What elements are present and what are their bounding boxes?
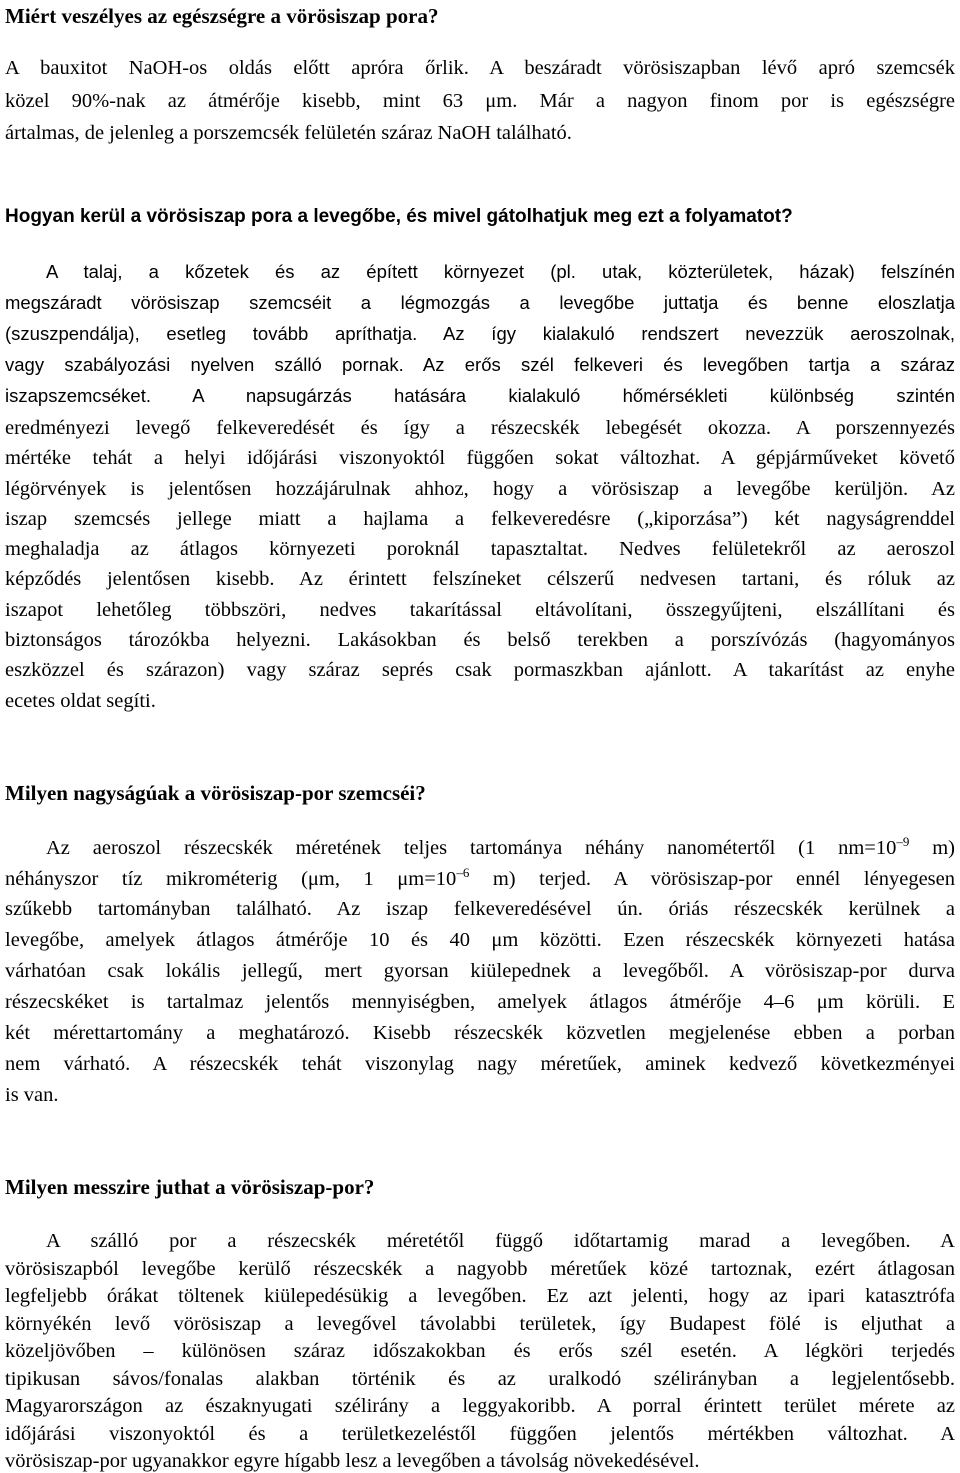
paragraph-line: közeljövőben – különösen száraz időszakokban és erős szél esetén. A légköri terjedés <box>5 1340 955 1362</box>
line-text: néhányszor tíz mikrométerig (μm, 1 μm=10 <box>5 868 457 890</box>
paragraph-line: időjárási viszonyoktól és a területkezeléstől függően jelentős mértékben változhat. A <box>5 1422 955 1445</box>
heading-dust-spread: Hogyan kerül a vörösiszap pora a levegőbe, és mivel gátolhatjuk meg ezt a folyamatot? <box>5 206 793 227</box>
paragraph-line: eszközzel és szárazon) vagy száraz seprés csak pormaszkban ajánlott. A takarítást az enyhe <box>5 659 955 681</box>
paragraph-line: ecetes oldat segíti. <box>5 690 156 712</box>
paragraph-line: Magyarországon az északnyugati szélirány a leggyakoribb. A porral érintett terület mérete az <box>5 1395 955 1417</box>
paragraph-line: A talaj, a kőzetek és az épített környezet (pl. utak, közterületek, házak) felszínén <box>46 261 955 282</box>
paragraph-line-with-superscript <box>46 835 955 861</box>
paragraph-line: vörösiszapból levegőbe kerülő részecskék a nagyobb méretűek közé tartoznak, ezért átlagosan <box>5 1257 955 1280</box>
paragraph-line: környékén levő vörösiszap a levegővel távolabbi területek, így Budapest fölé is eljuthat a <box>5 1312 955 1335</box>
paragraph-line: is van. <box>5 1084 59 1106</box>
heading-dust-distance: Milyen messzire juthat a vörösiszap-por? <box>5 1175 375 1199</box>
paragraph-line: ártalmas, de jelenleg a porszemcsék felületén száraz NaOH található. <box>5 122 572 144</box>
paragraph-line: várhatóan csak lokális jellegű, mert gyorsan kiülepednek a levegőből. A vörösiszap-por durva <box>5 960 955 982</box>
line-text: m) terjed. A vörösiszap-por ennél lényegesen <box>469 868 955 890</box>
paragraph-line: legfeljebb órákat töltenek kiülepedésükig a levegőben. Ez azt jelenti, hogy az ipari katasztrófa <box>5 1285 955 1307</box>
paragraph-line: iszapot lehetőleg többszöri, nedves takarítással eltávolítani, összegyűjteni, elszállítani és <box>5 599 955 621</box>
paragraph-line: levegőbe, amelyek átlagos átmérője 10 és 40 μm közötti. Ezen részecskék környezeti hatása <box>5 929 955 951</box>
paragraph-line: vagy szabályozási nyelven szálló pornak. Az erős szél felkeveri és levegőben tartja a száraz <box>5 354 955 375</box>
paragraph-line: szűkebb tartományban található. Az iszap felkeveredésével ún. óriás részecskék kerülnek a <box>5 898 955 920</box>
paragraph-line: részecskéket is tartalmaz jelentős mennyiségben, amelyek átlagos átmérője 4–6 μm körüli. E <box>5 991 955 1013</box>
paragraph-line: biztonságos tározókba helyezni. Lakásokban és belső terekben a porszívózás (hagyományos <box>5 629 955 651</box>
paragraph-line: (szuszpendálja), esetleg tovább apríthatja. Az így kialakuló rendszert nevezzük aeroszolnak, <box>5 323 955 344</box>
paragraph-line: A szálló por a részecskék méretétől függő időtartamig marad a levegőben. A <box>46 1230 955 1252</box>
paragraph-line: megszáradt vörösiszap szemcséit a légmozgás a levegőbe juttatja és benne eloszlatja <box>5 292 955 313</box>
paragraph-line: meghaladja az átlagos környezeti poroknál tapasztaltat. Nedves felületekről az aeroszol <box>5 538 955 560</box>
exponent: –6 <box>456 865 470 881</box>
line-text: m) <box>909 837 956 859</box>
paragraph-line: nem várható. A részecskék tehát viszonylag nagy méretűek, aminek kedvező következményei <box>5 1053 955 1075</box>
heading-particle-size: Milyen nagyságúak a vörösiszap-por szemcséi? <box>5 781 426 805</box>
paragraph-line: tipikusan sávos/fonalas alakban történik és az uralkodó szélirányban a legjelentősebb. <box>5 1367 955 1390</box>
paragraph-line: iszapszemcséket. A napsugárzás hatására kialakuló hőmérsékleti különbség szintén <box>5 385 955 406</box>
paragraph-line: iszap szemcsés jellege miatt a hajlama a felkeveredésre („kiporzása”) két nagyságrenddel <box>5 508 955 530</box>
line-text: Az aeroszol részecskék méretének teljes tartománya néhány nanométertől (1 nm=10 <box>46 837 897 859</box>
paragraph-line: A bauxitot NaOH-os oldás előtt apróra őrlik. A beszáradt vörösiszapban lévő apró szemcsék <box>5 57 955 79</box>
paragraph-line: két mérettartomány a meghatározó. Kisebb részecskék közvetlen megjelenése ebben a porban <box>5 1022 955 1044</box>
paragraph-line: közel 90%-nak az átmérője kisebb, mint 63 μm. Már a nagyon finom por is egészségre <box>5 90 955 112</box>
paragraph-line: képződés jelentősen kisebb. Az érintett felszíneket célszerű nedvesen tartani, és róluk az <box>5 568 955 590</box>
paragraph-line: mértéke tehát a helyi időjárási viszonyoktól függően sokat változhat. A gépjárműveket követő <box>5 447 955 469</box>
heading-health-danger: Miért veszélyes az egészségre a vörösiszap pora? <box>5 4 439 28</box>
paragraph-line: vörösiszap-por ugyanakkor egyre hígabb lesz a levegőben a távolság növekedésével. <box>5 1450 700 1472</box>
exponent: –9 <box>896 834 910 850</box>
paragraph-line-with-superscript <box>5 866 955 892</box>
paragraph-line: légörvények is jelentősen hozzájárulnak ahhoz, hogy a vörösiszap a levegőbe kerüljön. Az <box>5 478 955 500</box>
paragraph-line: eredményezi levegő felkeveredését és így a részecskék lebegését okozza. A porszennyezés <box>5 417 955 439</box>
